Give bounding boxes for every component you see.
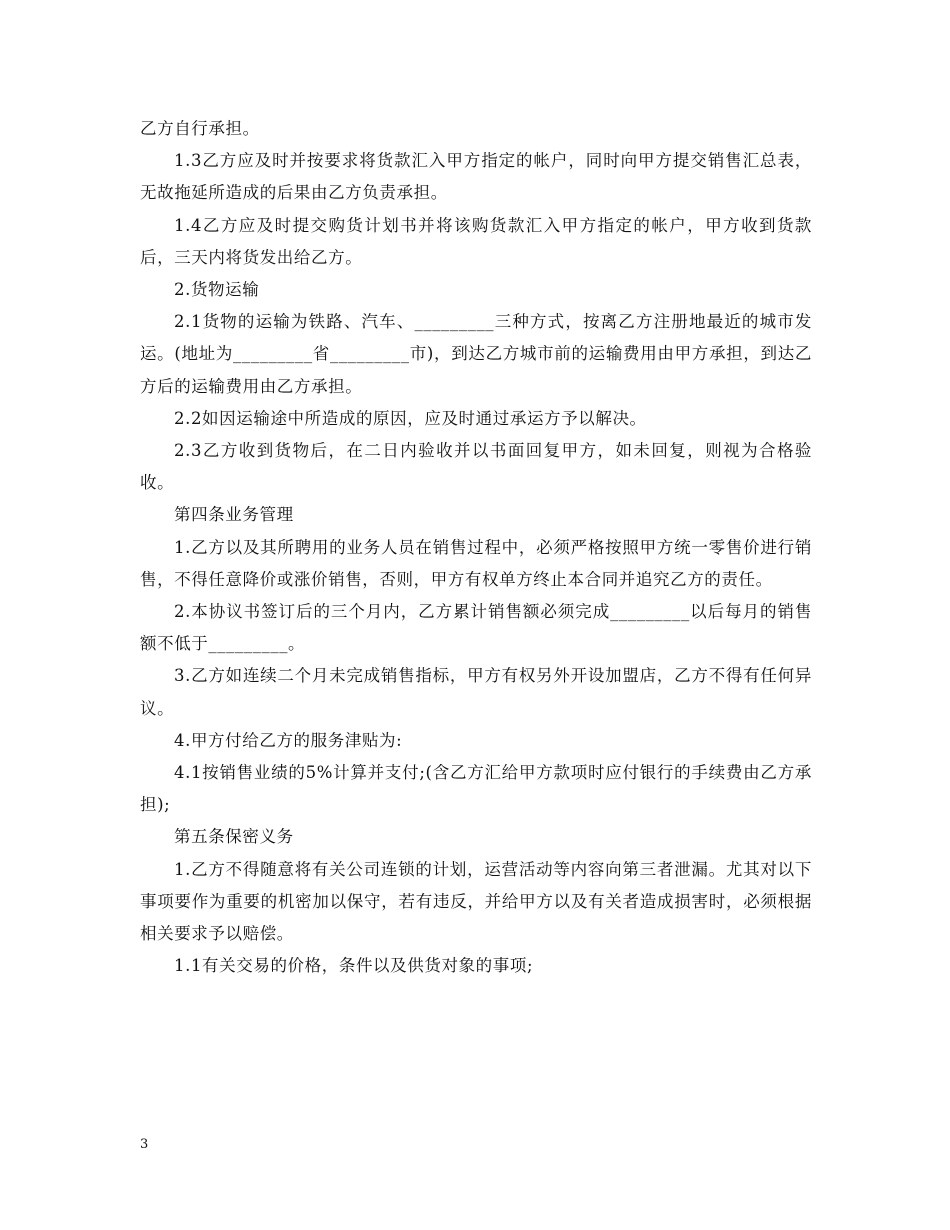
paragraph-clause-2-3: 2.3乙方收到货物后，在二日内验收并以书面回复甲方，如未回复，则视为合格验收。: [140, 441, 812, 493]
paragraph-article4-item-1: 1.乙方以及其所聘用的业务人员在销售过程中，必须严格按照甲方统一零售价进行销售，不得任意降价或涨价销售，否则，甲方有权单方终止本合同并追究乙方的责任。: [140, 537, 812, 589]
paragraph-article4-item-4-1: 4.1按销售业绩的5%计算并支付;(含乙方汇给甲方款项时应付银行的手续费由乙方承担);: [140, 763, 812, 815]
article-heading-confidentiality: 第五条保密义务: [174, 827, 294, 847]
paragraph-article5-item-1-1: 1.1有关交易的价格，条件以及供货对象的事项;: [174, 956, 534, 976]
paragraph-clause-1-3: 1.3乙方应及时并按要求将货款汇入甲方指定的帐户，同时向甲方提交销售汇总表，无故拖延所造成的后果由乙方负责承担。: [140, 151, 812, 203]
paragraph-continuation: 乙方自行承担。: [140, 119, 260, 138]
paragraph-clause-1-4: 1.4乙方应及时提交购货计划书并将该购货款汇入甲方指定的帐户，甲方收到货款后，三天内将货发出给乙方。: [140, 215, 812, 267]
paragraph-article4-item-2: 2.本协议书签订后的三个月内，乙方累计销售额必须完成_________以后每月的销售额不低于_________。: [140, 602, 812, 654]
paragraph-clause-2-2: 2.2如因运输途中所造成的原因，应及时通过承运方予以解决。: [174, 408, 647, 428]
paragraph-article5-item-1: 1.乙方不得随意将有关公司连锁的计划，运营活动等内容向第三者泄漏。尤其对以下事项要作为重要的机密加以保守，若有违反，并给甲方以及有关者造成损害时，必须根据相关要求予以赔偿。: [140, 859, 812, 944]
section-heading-goods-transport: 2.货物运输: [174, 280, 260, 300]
paragraph-article4-item-3: 3.乙方如连续二个月未完成销售指标，甲方有权另外开设加盟店，乙方不得有任何异议。: [140, 666, 812, 718]
article-heading-business-management: 第四条业务管理: [174, 505, 294, 525]
paragraph-clause-2-1: 2.1货物的运输为铁路、汽车、_________三种方式，按离乙方注册地最近的城市发运。(地址为_________省_________市)，到达乙方城市前的运输费用由甲方承担，到达乙方后的运输费用由乙方承担。: [140, 312, 812, 396]
document-body: [140, 113, 812, 982]
paragraph-article4-item-4: 4.甲方付给乙方的服务津贴为:: [174, 730, 403, 750]
page-number: 3: [140, 1137, 149, 1152]
